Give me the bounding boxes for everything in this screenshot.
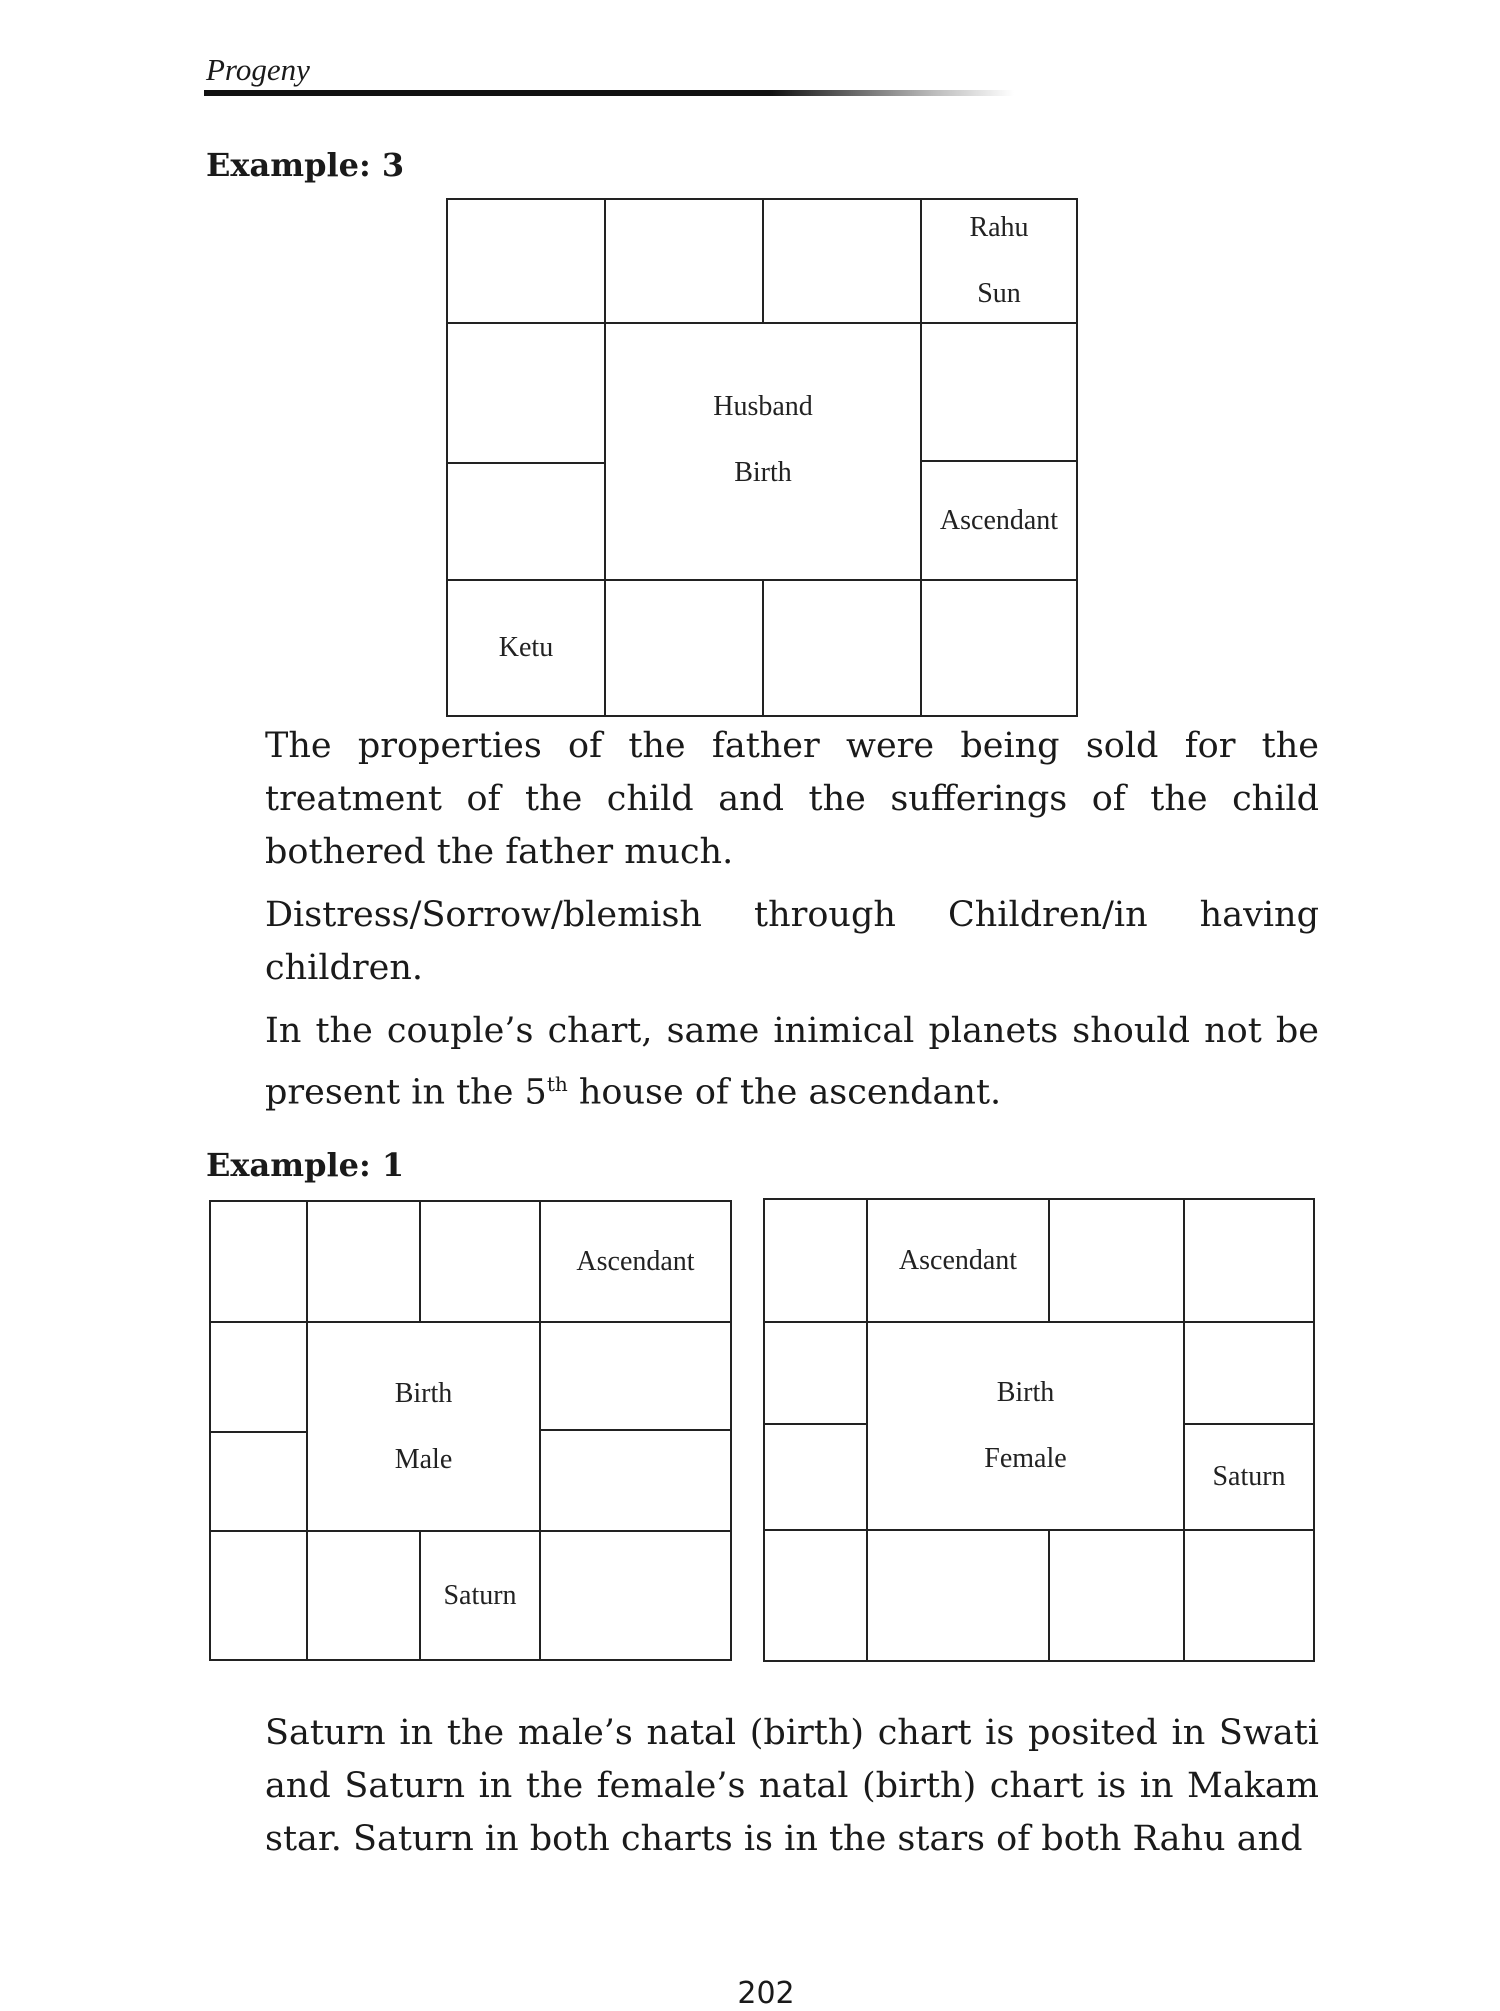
example-3-heading: Example: 3 (206, 146, 405, 184)
chart-border-right (1076, 198, 1078, 717)
house-ascendant: Ascendant (939, 504, 1059, 536)
male-birth-chart (209, 1200, 732, 1661)
chart-line (762, 198, 764, 324)
page-number: 202 (737, 1976, 795, 2011)
chart-line (1048, 1198, 1050, 1323)
paragraph-1: The properties of the father were being sold for the treatment of the child and the sufferings of the child bothered the father much. (265, 726, 1319, 872)
house-saturn: Saturn (443, 1579, 517, 1611)
house-rahu-sun (922, 200, 1076, 322)
chart-border-bottom (209, 1659, 732, 1661)
paragraph-4: Saturn in the male’s natal (birth) chart is posited in Swati and Saturn in the female’s natal (birth) chart is in Makam star. Saturn in both charts is in the stars of both Rahu and (265, 1713, 1319, 1859)
chart-line (763, 1529, 1315, 1531)
label-male: Male (394, 1443, 453, 1475)
house-ascendant: Ascendant (576, 1245, 695, 1277)
label-husband: Husband (713, 391, 813, 422)
chart-line (419, 1200, 421, 1323)
chart-border-left (763, 1198, 765, 1662)
chart-line (209, 1431, 306, 1433)
chart-line (763, 1423, 866, 1425)
label-female: Female (984, 1443, 1067, 1474)
paragraph-3-text: In the couple’s chart, same inimical planets should not be present in the 5 (265, 1011, 1319, 1113)
ordinal-suffix: th (546, 1072, 568, 1096)
house-ascendant: Ascendant (898, 1244, 1018, 1276)
paragraph-2: Distress/Sorrow/blemish through Children/in having children. (265, 895, 1319, 988)
paragraph-3 (207, 1005, 1319, 1120)
planet-rahu: Rahu (969, 212, 1029, 243)
house-saturn: Saturn (1212, 1461, 1286, 1492)
chart-line (446, 462, 604, 464)
chart-border-right (1313, 1198, 1315, 1662)
running-title: Progeny (206, 52, 310, 87)
header-rule (204, 90, 1014, 96)
planet-sun: Sun (977, 278, 1021, 309)
chart-border-bottom (763, 1660, 1315, 1662)
label-birth: Birth (394, 1377, 453, 1409)
chart-line (541, 1429, 732, 1431)
chart-center-label (868, 1323, 1183, 1529)
house-ketu: Ketu (498, 632, 554, 663)
chart-line (762, 581, 764, 717)
paragraph-3-text-end: house of the ascendant. (567, 1072, 1002, 1113)
example-1-heading: Example: 1 (206, 1146, 405, 1184)
husband-birth-chart (446, 198, 1078, 717)
chart-line (1048, 1531, 1050, 1662)
female-birth-chart (763, 1198, 1315, 1662)
chart-center-label (308, 1323, 539, 1530)
label-birth: Birth (734, 457, 792, 488)
chart-center-label (606, 324, 920, 556)
label-birth: Birth (996, 1377, 1055, 1408)
